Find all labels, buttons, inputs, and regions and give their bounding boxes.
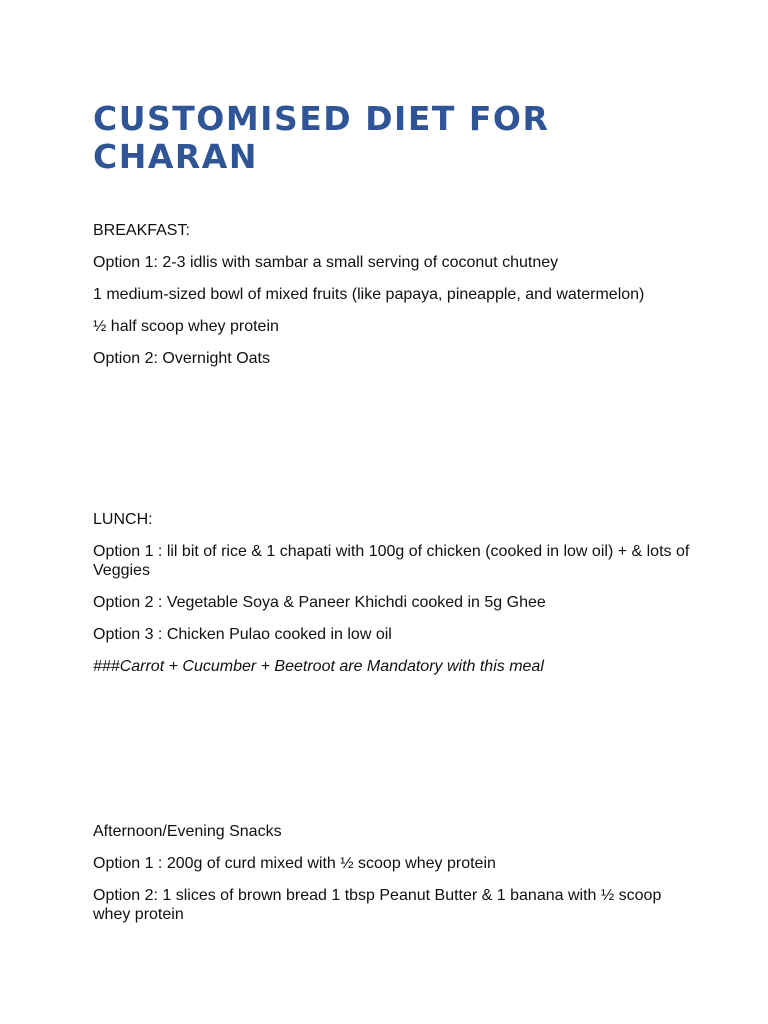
lunch-line: Option 2 : Vegetable Soya & Paneer Khichdi cooked in 5g Ghee: [93, 594, 546, 611]
lunch-heading: LUNCH:: [93, 511, 153, 528]
lunch-note: ###Carrot + Cucumber + Beetroot are Mandatory with this meal: [93, 658, 544, 675]
document-title: CUSTOMISED DIET FOR CHARAN: [93, 99, 550, 176]
lunch-section: [93, 510, 693, 689]
breakfast-line: Option 2: Overnight Oats: [93, 350, 270, 367]
snacks-heading: Afternoon/Evening Snacks: [93, 823, 282, 840]
breakfast-section: [93, 221, 693, 381]
snacks-section: [93, 822, 693, 937]
breakfast-line: Option 1: 2-3 idlis with sambar a small serving of coconut chutney: [93, 254, 559, 271]
breakfast-line: ½ half scoop whey protein: [93, 318, 279, 335]
snacks-line: Option 2: 1 slices of brown bread 1 tbsp Peanut Butter & 1 banana with ½ scoop whey protein: [93, 887, 662, 923]
lunch-line: Option 1 : lil bit of rice & 1 chapati with 100g of chicken (cooked in low oil) + & lots of Veggies: [93, 543, 690, 579]
snacks-line: Option 1 : 200g of curd mixed with ½ scoop whey protein: [93, 855, 496, 872]
breakfast-heading: BREAKFAST:: [93, 222, 190, 239]
breakfast-line: 1 medium-sized bowl of mixed fruits (like papaya, pineapple, and watermelon): [93, 286, 645, 303]
lunch-line: Option 3 : Chicken Pulao cooked in low oil: [93, 626, 392, 643]
